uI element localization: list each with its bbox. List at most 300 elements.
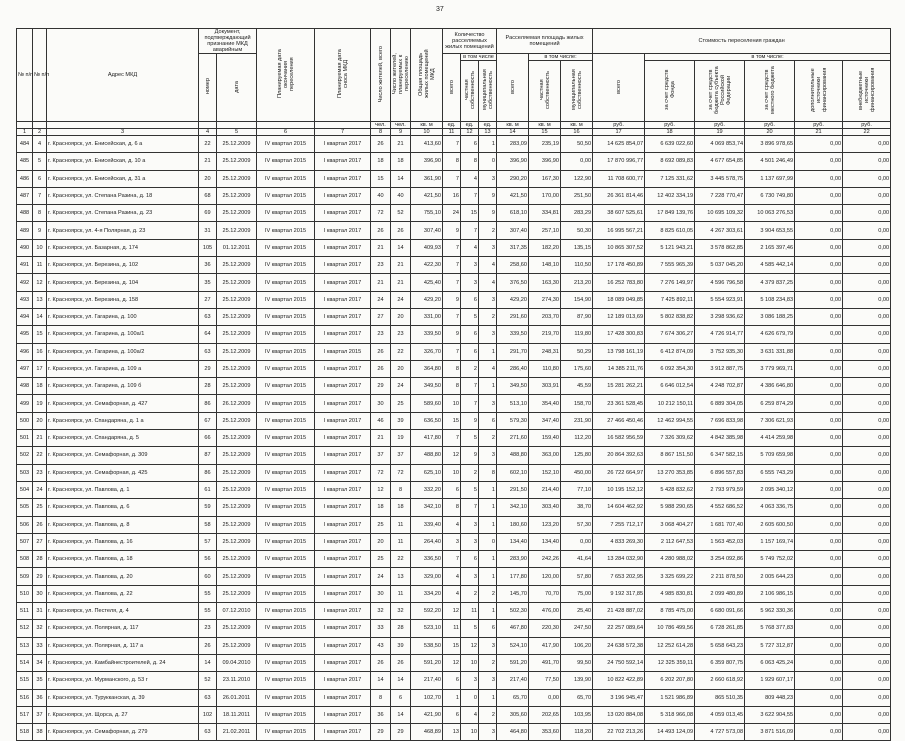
table-cell: 334,81 bbox=[529, 205, 561, 222]
header-cost-group: Стоимость переселения граждан bbox=[593, 29, 891, 54]
table-cell: 504 bbox=[17, 481, 33, 498]
table-cell: 283,90 bbox=[497, 551, 529, 568]
table-cell: 1 bbox=[479, 551, 497, 568]
table-cell: 3 896 978,65 bbox=[745, 136, 795, 153]
table-cell: IV квартал 2015 bbox=[257, 326, 315, 343]
table-cell: 0,00 bbox=[795, 499, 843, 516]
table-cell: 517 bbox=[17, 706, 33, 723]
table-cell: 591,20 bbox=[497, 654, 529, 671]
table-cell: 32 bbox=[33, 620, 47, 637]
table-cell: 502 bbox=[17, 447, 33, 464]
table-cell: 43 bbox=[371, 637, 391, 654]
table-cell: 0,00 bbox=[795, 672, 843, 689]
address-cell: г. Красноярск, ул. Березина, д. 104 bbox=[47, 274, 199, 291]
table-cell: 122,90 bbox=[561, 170, 593, 187]
table-cell: 0 bbox=[479, 533, 497, 550]
table-cell: 14 bbox=[391, 170, 411, 187]
table-cell: 421,50 bbox=[411, 187, 443, 204]
table-row bbox=[17, 620, 891, 637]
table-cell: 11 bbox=[461, 603, 479, 620]
table-cell: 3 904 653,55 bbox=[745, 222, 795, 239]
table-cell: 467,80 bbox=[497, 620, 529, 637]
column-number-cell: 13 bbox=[479, 129, 497, 136]
table-cell: 36 bbox=[33, 689, 47, 706]
table-cell: 9 bbox=[443, 291, 461, 308]
column-number-cell: 7 bbox=[315, 129, 371, 136]
table-cell: 4 585 442,14 bbox=[745, 257, 795, 274]
table-cell: 20 bbox=[371, 533, 391, 550]
page-number: 37 bbox=[436, 6, 444, 13]
table-cell: 2 106 986,15 bbox=[745, 585, 795, 602]
table-cell: 70,70 bbox=[529, 585, 561, 602]
table-cell: 46 bbox=[371, 412, 391, 429]
table-cell: 508 bbox=[17, 551, 33, 568]
table-cell: 21.02.2011 bbox=[217, 724, 257, 741]
table-cell: 15 bbox=[443, 637, 461, 654]
table-cell: 102 bbox=[199, 706, 217, 723]
table-cell: 2 005 644,23 bbox=[745, 568, 795, 585]
table-row bbox=[17, 360, 891, 377]
table-cell: 1 bbox=[479, 136, 497, 153]
table-cell: 7 bbox=[443, 257, 461, 274]
table-cell: 3 622 904,55 bbox=[745, 706, 795, 723]
address-cell: г. Красноярск, ул. Семафорная, д. 279 bbox=[47, 724, 199, 741]
table-cell: 31 bbox=[33, 603, 47, 620]
table-cell: 72 bbox=[371, 464, 391, 481]
unit-cell: чел. bbox=[391, 122, 411, 129]
table-cell: 413,60 bbox=[411, 136, 443, 153]
address-cell: г. Красноярск, ул. Енисейская, д. 31 а bbox=[47, 170, 199, 187]
table-cell: 2 bbox=[479, 585, 497, 602]
table-cell: 170,00 bbox=[529, 187, 561, 204]
table-cell: 0,00 bbox=[795, 136, 843, 153]
table-cell: 59 bbox=[199, 499, 217, 516]
table-cell: 8 785 475,00 bbox=[645, 603, 695, 620]
table-cell: 21 bbox=[371, 239, 391, 256]
table-cell: 4 596 796,58 bbox=[695, 274, 745, 291]
table-cell: 20 bbox=[33, 412, 47, 429]
table-cell: 524,10 bbox=[497, 637, 529, 654]
table-cell: 25.12.2009 bbox=[217, 516, 257, 533]
table-cell: 4 985 830,81 bbox=[645, 585, 695, 602]
header-row-1 bbox=[17, 29, 891, 54]
table-cell: 29 bbox=[391, 724, 411, 741]
table-row bbox=[17, 481, 891, 498]
table-cell: 25.12.2009 bbox=[217, 464, 257, 481]
table-cell: 27 466 450,46 bbox=[593, 412, 645, 429]
table-cell: 7 bbox=[461, 378, 479, 395]
table-cell: IV квартал 2015 bbox=[257, 395, 315, 412]
table-cell: 20 bbox=[391, 360, 411, 377]
table-cell: I квартал 2017 bbox=[315, 187, 371, 204]
table-cell: 57,30 bbox=[561, 516, 593, 533]
table-cell: 3 bbox=[479, 326, 497, 343]
table-cell: 25.12.2009 bbox=[217, 430, 257, 447]
table-cell: 361,90 bbox=[411, 170, 443, 187]
table-cell: I квартал 2017 bbox=[315, 326, 371, 343]
table-cell: 36 bbox=[199, 257, 217, 274]
table-cell: 7 bbox=[461, 187, 479, 204]
table-cell: 5 988 290,65 bbox=[645, 499, 695, 516]
table-cell: 0,00 bbox=[843, 672, 891, 689]
table-cell: 8 bbox=[443, 499, 461, 516]
table-cell: 25,40 bbox=[561, 603, 593, 620]
table-cell: 487 bbox=[17, 187, 33, 204]
table-cell: I квартал 2017 bbox=[315, 637, 371, 654]
table-cell: 23 361 528,45 bbox=[593, 395, 645, 412]
address-cell: г. Красноярск, ул. Щорса, д. 27 bbox=[47, 706, 199, 723]
table-cell: 491 bbox=[17, 257, 33, 274]
table-cell: IV квартал 2015 bbox=[257, 170, 315, 187]
table-cell: 12 bbox=[33, 274, 47, 291]
table-cell: 24 750 592,14 bbox=[593, 654, 645, 671]
table-cell: 24 638 572,38 bbox=[593, 637, 645, 654]
table-cell: 8 bbox=[391, 481, 411, 498]
table-cell: 0,00 bbox=[561, 153, 593, 170]
table-cell: 13 bbox=[33, 291, 47, 308]
column-number-cell: 15 bbox=[529, 129, 561, 136]
table-cell: 177,80 bbox=[497, 568, 529, 585]
table-cell: 0,00 bbox=[843, 551, 891, 568]
table-cell: 363,00 bbox=[529, 447, 561, 464]
table-cell: 518 bbox=[17, 724, 33, 741]
column-number-cell: 17 bbox=[593, 129, 645, 136]
table-row bbox=[17, 516, 891, 533]
table-cell: 3 068 404,27 bbox=[645, 516, 695, 533]
table-cell: 14 bbox=[199, 654, 217, 671]
table-cell: 303,91 bbox=[529, 378, 561, 395]
column-number-cell: 3 bbox=[47, 129, 199, 136]
table-cell: 22 bbox=[33, 447, 47, 464]
table-cell: 4 501 246,49 bbox=[745, 153, 795, 170]
unit-cell: ед. bbox=[461, 122, 479, 129]
table-cell: 52 bbox=[391, 205, 411, 222]
table-cell: 2 165 397,46 bbox=[745, 239, 795, 256]
table-cell: 23 bbox=[371, 257, 391, 274]
table-cell: 353,60 bbox=[529, 724, 561, 741]
table-cell: 40 bbox=[391, 187, 411, 204]
table-cell: 488,80 bbox=[411, 447, 443, 464]
table-cell: 3 752 935,30 bbox=[695, 343, 745, 360]
table-cell: 602,10 bbox=[497, 464, 529, 481]
table-cell: I квартал 2017 bbox=[315, 257, 371, 274]
table-cell: 38,70 bbox=[561, 499, 593, 516]
table-cell: 422,30 bbox=[411, 257, 443, 274]
table-row bbox=[17, 724, 891, 741]
table-row bbox=[17, 603, 891, 620]
table-cell: 4 bbox=[461, 239, 479, 256]
table-cell: I квартал 2017 bbox=[315, 654, 371, 671]
table-cell: 589,60 bbox=[411, 395, 443, 412]
table-cell: 87,90 bbox=[561, 308, 593, 325]
table-cell: 33 bbox=[371, 620, 391, 637]
table-cell: 50,29 bbox=[561, 343, 593, 360]
table-cell: 154,90 bbox=[561, 291, 593, 308]
table-cell: 30 bbox=[371, 585, 391, 602]
table-cell: 1 bbox=[479, 516, 497, 533]
header-local: за счет средств местного бюджета bbox=[745, 61, 795, 122]
table-row bbox=[17, 378, 891, 395]
table-cell: 242,26 bbox=[529, 551, 561, 568]
table-cell: 145,70 bbox=[497, 585, 529, 602]
table-cell: 0,00 bbox=[795, 689, 843, 706]
table-row bbox=[17, 672, 891, 689]
table-cell: 6 259 874,29 bbox=[745, 395, 795, 412]
unit-cell bbox=[199, 122, 217, 129]
table-cell: 5 768 377,83 bbox=[745, 620, 795, 637]
table-cell: 11 708 600,77 bbox=[593, 170, 645, 187]
table-cell: 7 bbox=[461, 395, 479, 412]
header-rooms-group: Количество расселяемых жилых помещений bbox=[443, 29, 497, 54]
table-cell: 8 bbox=[443, 360, 461, 377]
table-cell: 21 bbox=[391, 257, 411, 274]
address-cell: г. Красноярск, ул. Спандаряна, д. 5 bbox=[47, 430, 199, 447]
table-cell: 4 059 013,45 bbox=[695, 706, 745, 723]
table-cell: 139,90 bbox=[561, 672, 593, 689]
table-cell: 492 bbox=[17, 274, 33, 291]
table-row bbox=[17, 326, 891, 343]
table-cell: 3 bbox=[461, 274, 479, 291]
table-cell: 13 284 032,90 bbox=[593, 551, 645, 568]
table-cell: 24 bbox=[371, 291, 391, 308]
table-cell: 125,80 bbox=[561, 447, 593, 464]
table-cell: 6 063 425,24 bbox=[745, 654, 795, 671]
unit-cell: руб. bbox=[695, 122, 745, 129]
header-residents-planned: Число жителей, планируемых к переселению bbox=[391, 29, 411, 122]
table-cell: 26 bbox=[371, 222, 391, 239]
table-cell: 15 281 262,21 bbox=[593, 378, 645, 395]
table-cell: 491,70 bbox=[529, 654, 561, 671]
table-cell: 25.12.2009 bbox=[217, 499, 257, 516]
register-table bbox=[16, 28, 891, 741]
table-cell: 7 255 712,17 bbox=[593, 516, 645, 533]
table-cell: 29 bbox=[33, 568, 47, 585]
table-cell: 87 bbox=[199, 447, 217, 464]
table-cell: 23.11.2010 bbox=[217, 672, 257, 689]
unit-cell bbox=[17, 122, 33, 129]
table-cell: 25.12.2009 bbox=[217, 291, 257, 308]
table-cell: 16 bbox=[443, 187, 461, 204]
table-cell: 11 bbox=[391, 585, 411, 602]
table-cell: 0,00 bbox=[843, 360, 891, 377]
table-cell: 1 bbox=[479, 481, 497, 498]
table-cell: 283,29 bbox=[561, 205, 593, 222]
table-cell: 0,00 bbox=[795, 481, 843, 498]
table-cell: 25.12.2009 bbox=[217, 568, 257, 585]
table-cell: 2 bbox=[479, 706, 497, 723]
table-cell: 19 bbox=[391, 430, 411, 447]
table-cell: 5 bbox=[461, 481, 479, 498]
table-cell: 376,50 bbox=[497, 274, 529, 291]
table-cell: 498 bbox=[17, 378, 33, 395]
table-cell: I квартал 2017 bbox=[315, 136, 371, 153]
table-cell: 37 bbox=[391, 447, 411, 464]
table-cell: 24 bbox=[391, 291, 411, 308]
table-cell: 349,50 bbox=[411, 378, 443, 395]
column-number-cell: 22 bbox=[843, 129, 891, 136]
header-municipal: муниципальная собственность bbox=[479, 61, 497, 122]
table-cell: 6 555 743,29 bbox=[745, 464, 795, 481]
table-cell: 103,95 bbox=[561, 706, 593, 723]
table-cell: 3 578 862,85 bbox=[695, 239, 745, 256]
table-cell: 0,00 bbox=[843, 239, 891, 256]
table-cell: 167,30 bbox=[529, 170, 561, 187]
header-area-total: всего bbox=[497, 54, 529, 122]
table-cell: 21 bbox=[199, 153, 217, 170]
table-cell: 0,00 bbox=[843, 170, 891, 187]
table-cell: 0,00 bbox=[795, 153, 843, 170]
table-cell: 25.12.2009 bbox=[217, 551, 257, 568]
column-number-cell: 12 bbox=[461, 129, 479, 136]
address-cell: г. Красноярск, ул. Енисейская, д. 10 а bbox=[47, 153, 199, 170]
table-cell: 34 bbox=[33, 654, 47, 671]
table-cell: 7 bbox=[443, 170, 461, 187]
table-cell: 4 bbox=[33, 136, 47, 153]
address-cell: г. Красноярск, ул. Степана Разина, д. 23 bbox=[47, 205, 199, 222]
table-cell: 69 bbox=[199, 205, 217, 222]
table-cell: 0,00 bbox=[843, 516, 891, 533]
table-cell: 6 412 874,09 bbox=[645, 343, 695, 360]
table-cell: 72 bbox=[371, 205, 391, 222]
table-cell: 134,40 bbox=[497, 533, 529, 550]
table-cell: 625,10 bbox=[411, 464, 443, 481]
table-cell: 339,40 bbox=[411, 516, 443, 533]
table-cell: 11 bbox=[391, 533, 411, 550]
table-cell: 7 bbox=[443, 239, 461, 256]
unit-cell: чел. bbox=[371, 122, 391, 129]
table-cell: 25.12.2009 bbox=[217, 533, 257, 550]
table-cell: 29 bbox=[371, 724, 391, 741]
table-cell: 3 bbox=[461, 516, 479, 533]
table-cell: 24 bbox=[371, 568, 391, 585]
table-cell: 347,40 bbox=[529, 412, 561, 429]
table-cell: 500 bbox=[17, 412, 33, 429]
table-cell: 9 bbox=[479, 187, 497, 204]
table-cell: 503 bbox=[17, 464, 33, 481]
table-cell: IV квартал 2015 bbox=[257, 585, 315, 602]
table-row bbox=[17, 585, 891, 602]
table-cell: 5 709 659,98 bbox=[745, 447, 795, 464]
table-cell: 63 bbox=[199, 343, 217, 360]
header-doc-number: номер bbox=[199, 54, 217, 122]
unit-cell: руб. bbox=[745, 122, 795, 129]
table-cell: 231,90 bbox=[561, 412, 593, 429]
unit-cell: кв. м bbox=[561, 122, 593, 129]
table-row bbox=[17, 239, 891, 256]
table-cell: 0,00 bbox=[795, 585, 843, 602]
table-cell: 8 825 610,05 bbox=[645, 222, 695, 239]
unit-cell bbox=[315, 122, 371, 129]
table-cell: 3 bbox=[479, 672, 497, 689]
table-cell: 4 bbox=[443, 568, 461, 585]
table-cell: 0,00 bbox=[843, 412, 891, 429]
address-cell: г. Красноярск, ул. Березина, д. 158 bbox=[47, 291, 199, 308]
table-cell: IV квартал 2015 bbox=[257, 308, 315, 325]
table-cell: 10 063 276,53 bbox=[745, 205, 795, 222]
table-cell: IV квартал 2015 bbox=[257, 689, 315, 706]
table-cell: 105 bbox=[199, 239, 217, 256]
table-cell: 0,00 bbox=[795, 326, 843, 343]
table-cell: 516 bbox=[17, 689, 33, 706]
table-body bbox=[17, 122, 891, 741]
address-cell: г. Красноярск, ул. Павлова, д. 20 bbox=[47, 568, 199, 585]
unit-cell: кв. м bbox=[497, 122, 529, 129]
table-cell: 489 bbox=[17, 222, 33, 239]
table-cell: 55 bbox=[199, 585, 217, 602]
table-row bbox=[17, 136, 891, 153]
table-row bbox=[17, 274, 891, 291]
table-cell: 5 428 832,62 bbox=[645, 481, 695, 498]
column-number-cell: 5 bbox=[217, 129, 257, 136]
table-cell: 3 bbox=[479, 724, 497, 741]
table-cell: 220,30 bbox=[529, 620, 561, 637]
table-cell: I квартал 2017 bbox=[315, 706, 371, 723]
column-number-row bbox=[17, 129, 891, 136]
table-cell: 6 202 207,80 bbox=[645, 672, 695, 689]
unit-cell: ед. bbox=[479, 122, 497, 129]
column-number-cell: 10 bbox=[411, 129, 443, 136]
table-cell: 26 bbox=[33, 516, 47, 533]
table-cell: 8 692 089,83 bbox=[645, 153, 695, 170]
address-cell: г. Красноярск, ул. Полярная, д. 117 bbox=[47, 620, 199, 637]
table-cell: IV квартал 2015 bbox=[257, 257, 315, 274]
table-cell: 317,35 bbox=[497, 239, 529, 256]
unit-cell: руб. bbox=[645, 122, 695, 129]
table-cell: 1 bbox=[479, 568, 497, 585]
table-cell: I квартал 2017 bbox=[315, 360, 371, 377]
table-cell: 0,00 bbox=[795, 706, 843, 723]
table-cell: 251,50 bbox=[561, 187, 593, 204]
table-cell: 3 445 578,75 bbox=[695, 170, 745, 187]
column-number-cell: 14 bbox=[497, 129, 529, 136]
table-cell: 514 bbox=[17, 654, 33, 671]
table-cell: 16 252 783,80 bbox=[593, 274, 645, 291]
table-row bbox=[17, 447, 891, 464]
address-cell: г. Красноярск, ул. Турукканская, д. 39 bbox=[47, 689, 199, 706]
table-cell: 235,19 bbox=[529, 136, 561, 153]
address-cell: г. Красноярск, ул. Гагарина, д. 109 б bbox=[47, 378, 199, 395]
table-cell: 3 254 092,86 bbox=[695, 551, 745, 568]
table-cell: 10 822 422,89 bbox=[593, 672, 645, 689]
address-cell: г. Красноярск, ул. Пестеля, д. 4 bbox=[47, 603, 199, 620]
table-cell: 7 bbox=[443, 430, 461, 447]
table-cell: 6 bbox=[461, 291, 479, 308]
table-cell: 0,00 bbox=[843, 395, 891, 412]
table-cell: 7 bbox=[443, 308, 461, 325]
table-cell: 1 bbox=[443, 689, 461, 706]
table-cell: 1 521 986,89 bbox=[645, 689, 695, 706]
table-cell: 38 607 525,61 bbox=[593, 205, 645, 222]
table-cell: 7 bbox=[443, 343, 461, 360]
table-row bbox=[17, 308, 891, 325]
table-row bbox=[17, 170, 891, 187]
table-cell: 515 bbox=[17, 672, 33, 689]
column-number-cell: 18 bbox=[645, 129, 695, 136]
table-cell: 421,50 bbox=[497, 187, 529, 204]
table-cell: 450,00 bbox=[561, 464, 593, 481]
table-cell: 25.12.2009 bbox=[217, 447, 257, 464]
header-non-budget: внебюджетные источники финансирования bbox=[843, 61, 891, 122]
table-cell: 0,00 bbox=[843, 568, 891, 585]
table-cell: 37 bbox=[33, 706, 47, 723]
table-cell: 0,00 bbox=[561, 533, 593, 550]
unit-cell: руб. bbox=[795, 122, 843, 129]
table-cell: 6 896 557,83 bbox=[695, 464, 745, 481]
table-row bbox=[17, 689, 891, 706]
table-cell: 0,00 bbox=[795, 637, 843, 654]
address-cell: г. Красноярск, ул. Гагарина, д. 109 а bbox=[47, 360, 199, 377]
table-cell: 339,50 bbox=[497, 326, 529, 343]
